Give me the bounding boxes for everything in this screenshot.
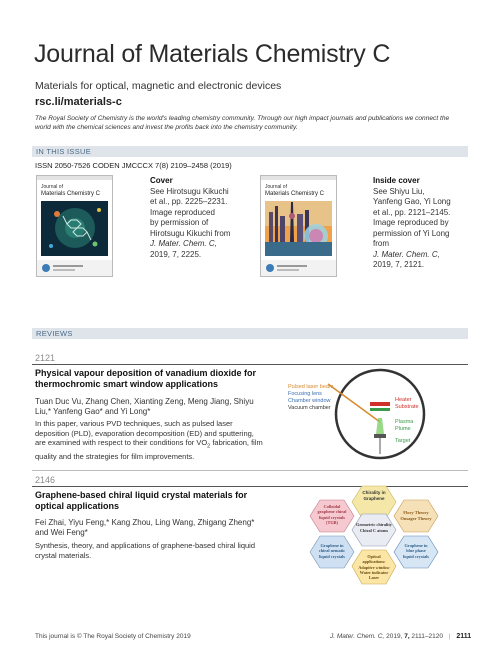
hex-colloidal-line: liquid crystals [319,514,345,520]
inside-cover-illustration [261,176,336,276]
hex-colloidal-line: graphene chiral [317,509,347,515]
hex-center-line: Chiral C atoms [359,528,389,533]
svg-text:Materials Chemistry C: Materials Chemistry C [41,191,101,197]
hex-colloidal [310,504,354,525]
svg-text:Journal of: Journal of [41,184,63,190]
footer-volume: 7, [404,633,410,640]
article-abstract [35,419,265,462]
hex-chiral-nematic-line: chiral nematic [318,548,346,554]
hex-theory [394,510,438,522]
cover-caption-line: See Hirotsugu Kikuchi [150,186,229,196]
reviews-label: REVIEWS [36,329,73,338]
article-separator [32,470,468,471]
hex-blue-phase [394,543,438,559]
hex-theory-line: Onsager Theory [400,516,432,521]
cover-year-line: 2019, 7, 2225. [150,249,202,259]
cover-caption-line: Hirotsugu Kikuchi from [150,228,231,238]
reviews-bar [32,328,468,339]
hex-center-line: Geometric chirality [356,522,392,527]
hex-optical-line: Optical [367,554,381,559]
label-substrate: Substrate [395,404,419,410]
footer-year: 2019, [384,633,405,640]
inside-cover-heading: Inside cover [373,176,420,185]
pvd-labels-plume [395,419,413,433]
journal-title: Journal of Materials Chemistry C [34,40,391,68]
issn-line: ISSN 2050-7526 CODEN JMCCCX 7(8) 2109–2458 (2019) [35,161,232,170]
inside-cover-journal-ref: J. Mater. Chem. C, [373,249,440,259]
hex-chiral-nematic [310,543,354,559]
footer-separator: | [448,633,451,640]
cover-caption-line: et al., pp. 2225–2231. [150,197,228,206]
label-heater: Heater [395,397,412,403]
label-vacuum-chamber: Vacuum chamber [288,405,331,411]
label-plume: Plume [395,426,411,432]
article-abstract: Synthesis, theory, and applications of graphene-based chiral liquid crystal materials. [35,541,255,560]
pvd-labels-right [395,397,419,411]
hex-colloidal-line: (TGB) [326,519,338,525]
footer-pages: 2111–2120 [409,633,444,640]
article-title[interactable]: Graphene-based chiral liquid crystal materials for optical applications [35,490,248,511]
article-title[interactable]: Physical vapour deposition of vanadium dioxide for thermochromic smart window applications [35,368,257,389]
cover-caption-line: by permission of [150,218,209,227]
article-page-number[interactable]: 2121 [35,353,56,363]
hex-optical-line: Adaptive window [358,564,390,570]
abstract-text-a: In this paper, various PVD techniques, such as pulsed laser deposition (PLD), evaporation decomposition (ED) and sputtering, are examined with respect to their conditions for VO [35,419,254,447]
hex-optical-applications [352,554,396,580]
footer-citation [330,633,471,640]
pvd-graphic [288,362,468,467]
journal-subtitle: Materials for optical, magnetic and electronic devices [35,80,282,92]
inside-cover-caption-line: et al., pp. 2121–2145. [373,207,451,217]
inside-cover-image[interactable] [260,175,337,277]
rsc-statement: The Royal Society of Chemistry is the world's leading chemistry community. Through our high impact journals and publications we connect the world with the chemical sciences and invest the profits back into the chemistry community. [35,115,450,131]
label-chamber-window: Chamber window [288,398,331,404]
label-focusing-lens: Focusing lens [288,391,322,397]
hex-blue-phase-line: Graphene in [404,543,428,548]
abstract-text-b: fabrication, film quality and the strategies for film improvements. [35,438,263,461]
svg-text:Journal of: Journal of [265,184,287,190]
hex-theory-line: Flory Theory [403,510,429,515]
label-plasma: Plasma [395,419,414,425]
abstract-subscript: 2 [207,443,211,450]
label-laser-beam: Pulsed laser beam [288,384,334,390]
pvd-labels-left [288,384,334,412]
inside-cover-caption-line: Image reproduced by [373,218,449,227]
label-target: Target [395,438,411,444]
journal-url-link[interactable]: rsc.li/materials-c [35,96,122,108]
hex-optical-line: Laser [368,575,380,581]
footer-page-number: 2111 [456,633,472,640]
footer-journal: J. Mater. Chem. C, [330,633,385,640]
inside-cover-caption-line: See Shiyu Liu, [373,186,425,196]
cover-caption [150,176,260,260]
inside-cover-caption-line: Yanfeng Gao, Yi Long [373,197,451,206]
hex-chirality-in-graphene: Chirality in Graphene [362,490,386,501]
cover-image[interactable] [36,175,113,277]
article-authors: Fei Zhai, Yiyu Feng,* Kang Zhou, Ling Wang, Zhigang Zheng* and Wei Feng* [35,518,255,537]
inside-cover-caption-line: permission of Yi Long [373,228,450,238]
hex-chiral-nematic-line: Graphene in [320,543,344,548]
cover-illustration [37,176,112,276]
hex-chiral-nematic-line: liquid crystals [319,553,345,559]
cover-heading: Cover [150,176,173,185]
hex-blue-phase-line: liquid crystals [403,553,429,559]
cover-journal-ref: J. Mater. Chem. C, [150,239,217,248]
in-this-issue-label: IN THIS ISSUE [36,147,92,156]
inside-cover-caption [373,176,473,271]
inside-cover-year-line: 2019, 7, 2121. [373,260,425,269]
article-page-number[interactable]: 2146 [35,475,56,485]
inside-cover-caption-line: from [373,239,389,248]
graphene-lc-graphic [300,484,460,592]
hex-blue-phase-line: blue phase [406,548,426,554]
footer-copyright: This journal is © The Royal Society of Chemistry 2019 [35,633,191,640]
hex-center [352,522,396,534]
article-authors: Tuan Duc Vu, Zhang Chen, Xianting Zeng, Meng Jiang, Shiyu Liu,* Yanfeng Gao* and Yi Long* [35,397,254,416]
cover-caption-line: Image reproduced [150,207,215,217]
svg-text:Materials Chemistry C: Materials Chemistry C [265,191,325,197]
hex-colloidal-line: Colloidal [323,504,341,509]
hex-optical-line: applications: [362,559,386,565]
in-this-issue-bar [32,146,468,157]
hex-optical-line: Water indicator [359,569,389,575]
